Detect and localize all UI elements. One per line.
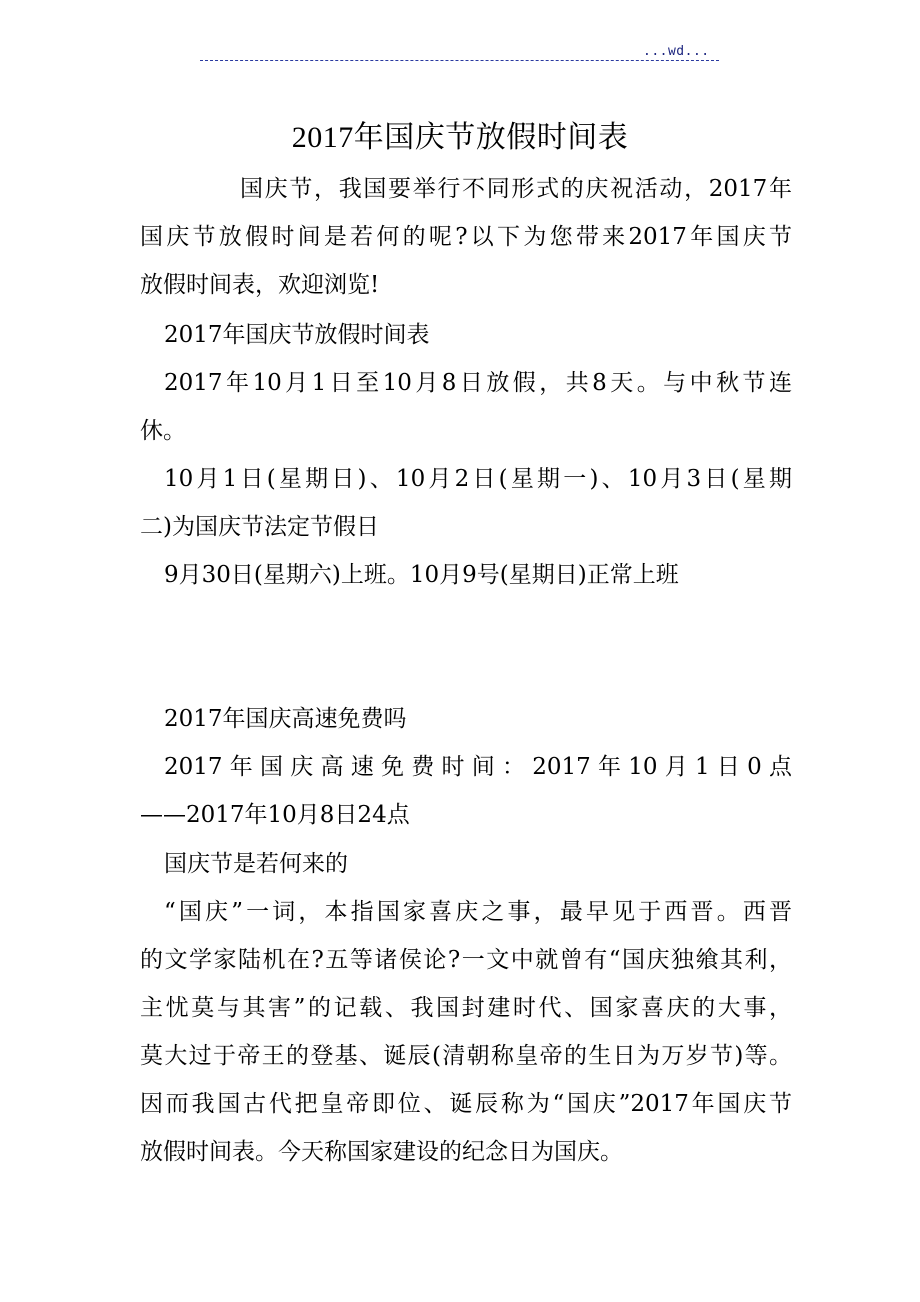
header-rule xyxy=(200,60,719,61)
section-heading: 2017年国庆高速免费吗 xyxy=(164,706,407,732)
section-heading: 2017年国庆节放假时间表 xyxy=(164,322,430,348)
section-heading: 国庆节是若何来的 xyxy=(164,851,348,877)
text-line: 放假时间表，欢迎浏览! xyxy=(140,272,380,298)
text-line: 9月30日(星期六)上班。10月9号(星期日)正常上班 xyxy=(164,562,679,588)
document-title: 2017年国庆节放假时间表 xyxy=(291,121,629,154)
text-line: 休。 xyxy=(140,418,186,444)
text-line: 二)为国庆节法定节假日 xyxy=(140,514,379,540)
text-line: 因而我国古代把皇帝即位、诞辰称为“国庆”2017年国庆节 xyxy=(140,1091,792,1117)
text-line: 国庆节放假时间是若何的呢?以下为您带来2017年国庆节 xyxy=(140,224,792,250)
text-line: 10月1日(星期日)、10月2日(星期一)、10月3日(星期 xyxy=(164,466,792,492)
text-line: 2017年10月1日至10月8日放假，共8天。与中秋节连 xyxy=(164,370,792,396)
text-line: 2017年国庆高速免费时间：2017年10月1日0点 xyxy=(164,754,792,780)
text-line: 放假时间表。今天称国家建设的纪念日为国庆。 xyxy=(140,1139,623,1165)
text-line: “国庆”一词，本指国家喜庆之事，最早见于西晋。西晋 xyxy=(164,899,792,925)
text-line: 国庆节，我国要举行不同形式的庆祝活动，2017年 xyxy=(240,176,792,202)
header-mark: ...wd... xyxy=(643,44,710,59)
text-line: 的文学家陆机在?五等诸侯论?一文中就曾有“国庆独飨其利， xyxy=(140,947,792,973)
text-line: 莫大过于帝王的登基、诞辰(清朝称皇帝的生日为万岁节)等。 xyxy=(140,1043,792,1069)
text-line: ——2017年10月8日24点 xyxy=(140,802,410,828)
text-line: 主忧莫与其害”的记载、我国封建时代、国家喜庆的大事， xyxy=(140,995,792,1021)
